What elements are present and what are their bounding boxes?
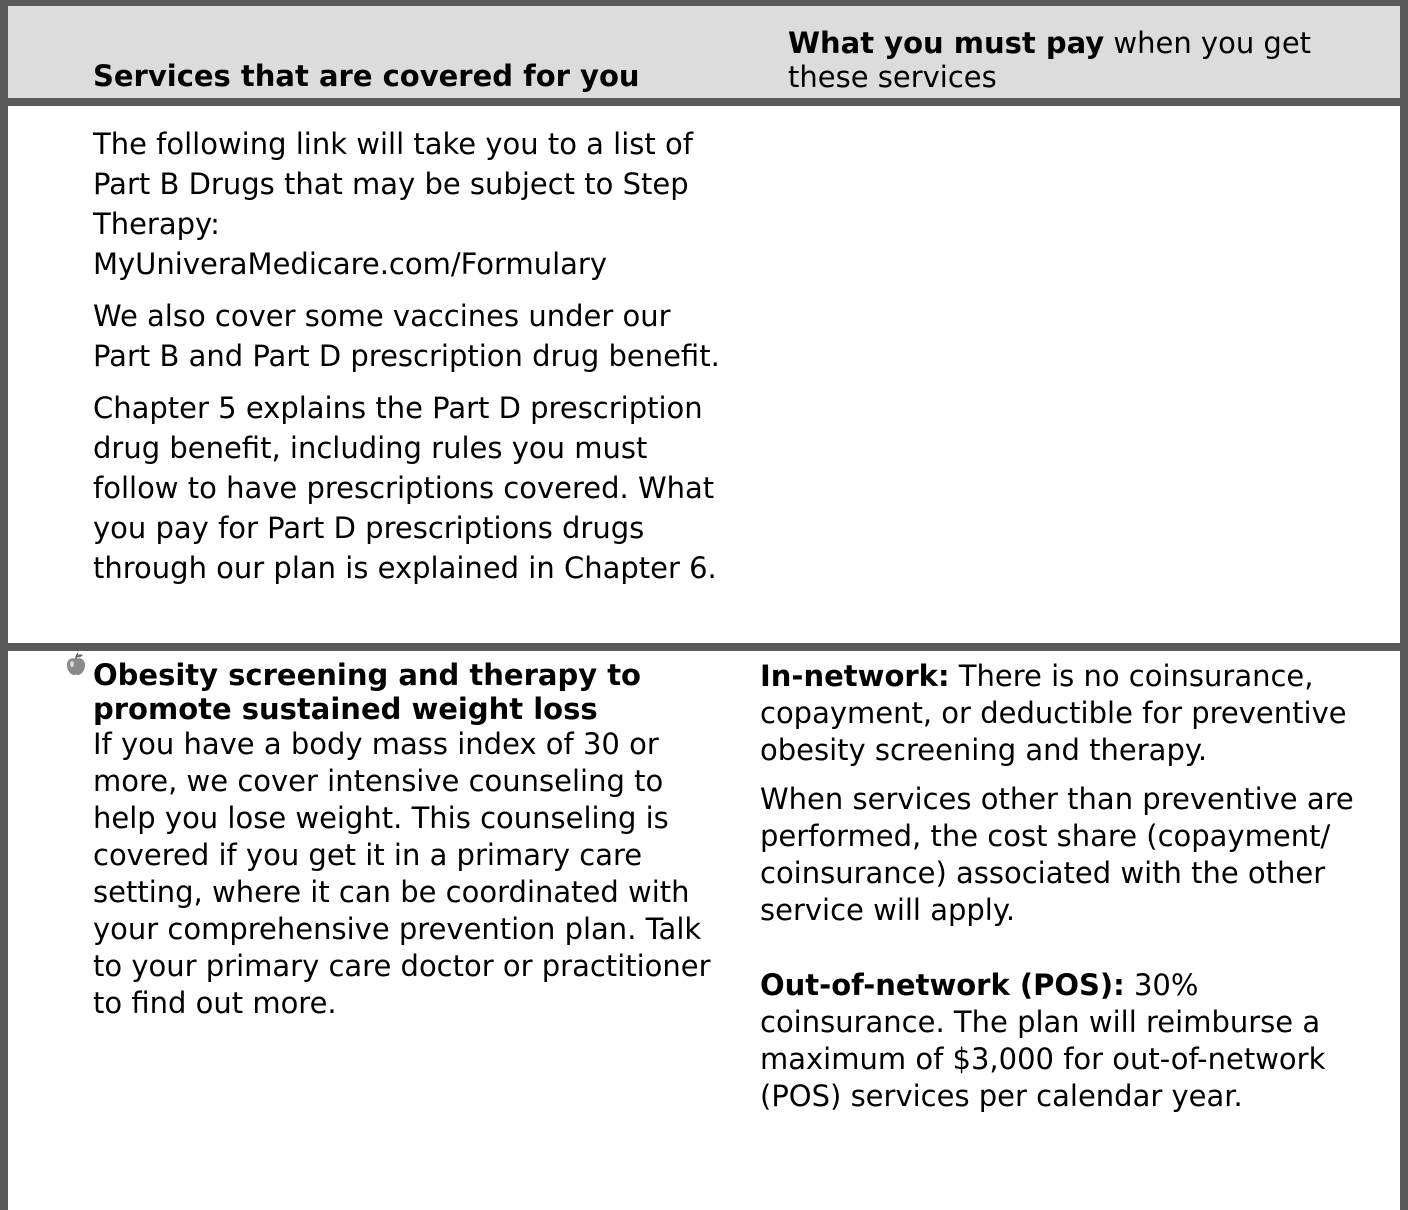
header-services-covered: Services that are covered for you	[93, 59, 640, 93]
obesity-title: Obesity screening and therapy to promote sustained weight loss	[93, 658, 641, 726]
out-of-network-text: 30% coinsurance. The plan will reimburse a maximum of $3,000 for out-of-network (POS) services per calendar year.	[760, 968, 1326, 1113]
header-divider	[8, 98, 1400, 106]
in-network-text: There is no coinsurance, copayment, or deductible for preventive obesity screening and therapy.	[760, 659, 1347, 767]
apple-icon	[64, 652, 88, 676]
out-of-network-cost	[760, 967, 1370, 1115]
row-divider	[8, 643, 1400, 651]
other-services-cost: When services other than preventive are performed, the cost share (copayment/ coinsurance) associated with the other service will apply.	[760, 782, 1354, 927]
header-what-you-pay-bold: What you must pay	[788, 26, 1105, 60]
header-what-you-pay	[788, 26, 1378, 94]
row1-left-cell	[93, 124, 733, 600]
header-what-you-pay-rest: when you get these services	[788, 26, 1312, 94]
formulary-link[interactable]: MyUniveraMedicare.com/Formulary	[93, 247, 607, 281]
row2-left-cell	[93, 658, 729, 1022]
out-of-network-label: Out-of-network (POS):	[760, 968, 1125, 1002]
in-network-label: In-network:	[760, 659, 950, 693]
row2-right-cell	[760, 658, 1370, 1115]
vaccines-text: We also cover some vaccines under our Part B and Part D prescription drug benefit.	[93, 299, 720, 373]
part-d-explanation-text: Chapter 5 explains the Part D prescription drug benefit, including rules you must follow to have prescriptions covered. What you pay for Part D prescriptions drugs through our plan is explained in Chapter 6.	[93, 391, 717, 585]
in-network-cost	[760, 658, 1370, 769]
step-therapy-text: The following link will take you to a list of Part B Drugs that may be subject to Step Therapy:	[93, 127, 693, 241]
obesity-description: If you have a body mass index of 30 or more, we cover intensive counseling to help you lose weight. This counseling is covered if you get it in a primary care setting, where it can be coordinated with your comprehensive prevention plan. Talk to your primary care doctor or practitioner to find out more.	[93, 727, 711, 1020]
